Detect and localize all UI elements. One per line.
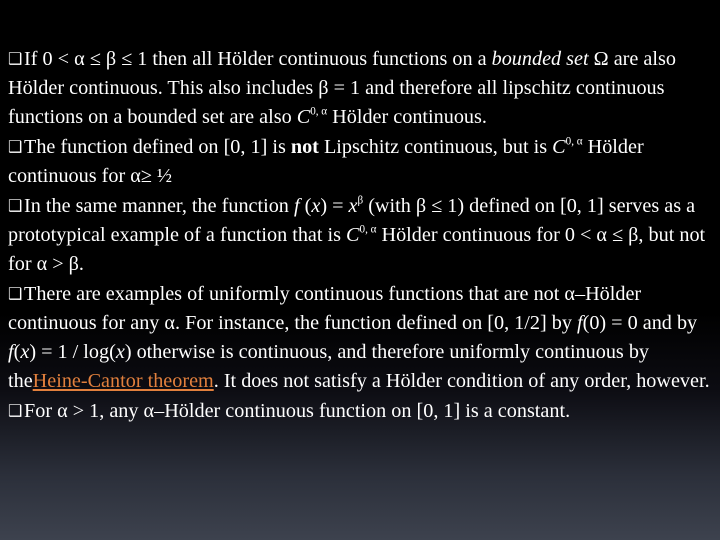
hollow-square-bullet-icon: [8, 191, 22, 220]
hollow-square-bullet-icon: [8, 132, 22, 161]
bullet-item: ❑There are examples of uniformly continuous functions that are not α–Hölder continuous for any α. For instance, the function defined on [0, 1/2] by f(0) = 0 and by f(x) = 1 / log(x) otherwise is continuous, and therefore uniformly continuous by theHeine-Cantor theorem. It does not satisfy a Hölder condition of any order, however.: [8, 279, 716, 396]
heine-cantor-theorem-link[interactable]: Heine-Cantor theorem: [32, 370, 214, 392]
hollow-square-bullet-icon: [8, 396, 22, 425]
bullet-item: ❑If 0 < α ≤ β ≤ 1 then all Hölder continuous functions on a bounded set Ω are also Hölder continuous. This also includes β = 1 and therefore all lipschitz continuous functions on a bounded set are also $C^{0, \alpha}$ Hölder continuous.: [8, 44, 716, 132]
slide-body: [8, 44, 716, 426]
bullet-item: ❑For α > 1, any α–Hölder continuous function on [0, 1] is a constant.: [8, 396, 716, 426]
hollow-square-bullet-icon: [8, 279, 22, 308]
bullet-item: ❑In the same manner, the function f $(x) = x^\beta$ (with β ≤ 1) defined on [0, 1] serves as a prototypical example of a function that is $C^{0, \alpha}$ Hölder continuous for 0 < α ≤ β, but not for α > β.: [8, 191, 716, 279]
bullet-item: ❑The function defined on [0, 1] is not Lipschitz continuous, but is $C^{0, \alpha}$ Hölder continuous for α≥ ½: [8, 132, 716, 191]
hollow-square-bullet-icon: [8, 44, 22, 73]
